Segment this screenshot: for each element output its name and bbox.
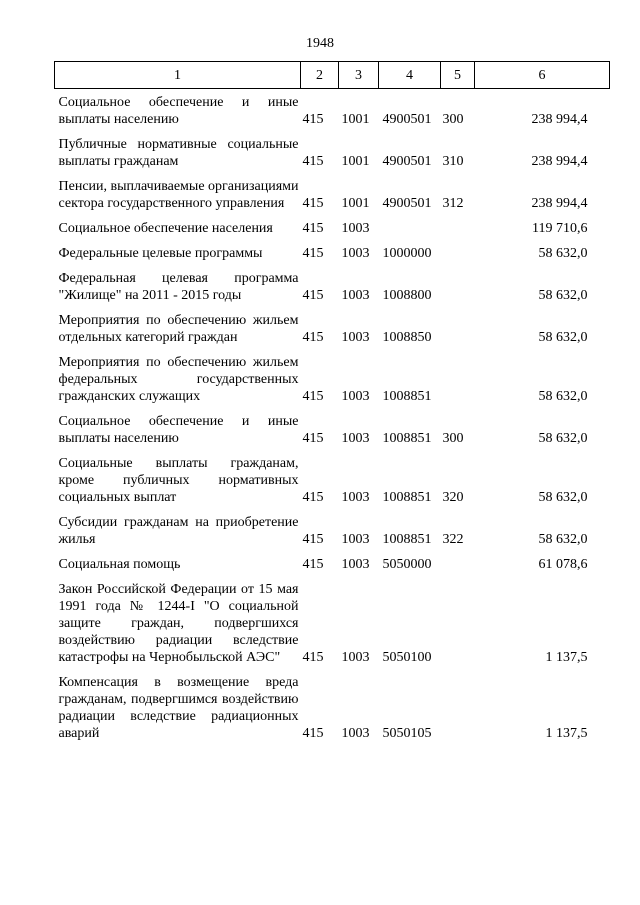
- row-target-article: 5050100: [382, 650, 432, 665]
- row-expense-type: 320: [442, 490, 464, 505]
- row-name: Социальное обеспечение и иные выплаты населению: [58, 414, 299, 446]
- row-target-article: 5050105: [382, 726, 432, 741]
- row-amount: 238 994,4: [531, 154, 588, 169]
- row-section: 1003: [341, 221, 370, 236]
- row-amount: 119 710,6: [532, 221, 588, 236]
- row-amount: 58 632,0: [538, 288, 588, 303]
- row-grbs: 415: [302, 288, 324, 303]
- column-header-grbs: 2: [301, 62, 339, 89]
- row-grbs: 415: [302, 389, 324, 404]
- row-section: 1001: [341, 154, 370, 169]
- row-grbs: 415: [302, 650, 324, 665]
- row-target-article: 5050000: [382, 557, 432, 572]
- row-target-article: 4900501: [382, 112, 432, 127]
- page-number: 1948: [306, 36, 334, 51]
- row-target-article: 1008850: [382, 330, 432, 345]
- row-grbs: 415: [302, 490, 324, 505]
- row-grbs: 415: [302, 532, 324, 547]
- row-grbs: 415: [302, 221, 324, 236]
- row-name: Социальная помощь: [58, 557, 181, 572]
- table-row: [55, 270, 610, 312]
- row-expense-type: 322: [442, 532, 464, 547]
- row-grbs: 415: [302, 246, 324, 261]
- budget-table: [54, 61, 610, 750]
- row-name: Социальное обеспечение населения: [58, 221, 273, 236]
- table-row: [55, 220, 610, 245]
- row-expense-type: [441, 312, 475, 354]
- table-header-row: [55, 62, 610, 89]
- table-row: [55, 178, 610, 220]
- table-row: [55, 89, 610, 137]
- row-section: 1003: [341, 330, 370, 345]
- row-grbs: 415: [302, 112, 324, 127]
- row-name: Субсидии гражданам на приобретение жилья: [58, 515, 299, 547]
- column-header-section: 3: [339, 62, 379, 89]
- row-amount: 58 632,0: [538, 490, 588, 505]
- row-expense-type: 310: [442, 154, 464, 169]
- row-amount: 238 994,4: [531, 196, 588, 211]
- row-expense-type: [441, 354, 475, 413]
- table-row: [55, 354, 610, 413]
- row-section: 1001: [341, 112, 370, 127]
- row-grbs: 415: [302, 330, 324, 345]
- row-name: Закон Российской Федерации от 15 мая 1991 года № 1244-I "О социальной защите граждан, подвергшихся воздействию радиации вследствие катастрофы на Чернобыльской АЭС": [58, 582, 299, 665]
- row-grbs: 415: [302, 196, 324, 211]
- row-grbs: 415: [302, 726, 324, 741]
- table-row: [55, 581, 610, 674]
- row-expense-type: 300: [442, 112, 464, 127]
- row-expense-type: [441, 220, 475, 245]
- row-name: Социальное обеспечение и иные выплаты населению: [58, 95, 299, 127]
- row-section: 1003: [341, 389, 370, 404]
- row-section: 1001: [341, 196, 370, 211]
- row-name: Мероприятия по обеспечению жильем федеральных государственных гражданских служащих: [58, 355, 299, 404]
- row-expense-type: [441, 581, 475, 674]
- row-grbs: 415: [302, 557, 324, 572]
- row-target-article: 1008851: [382, 490, 432, 505]
- row-target-article: [379, 220, 441, 245]
- row-target-article: 1008851: [382, 389, 432, 404]
- row-section: 1003: [341, 288, 370, 303]
- row-amount: 58 632,0: [538, 532, 588, 547]
- row-expense-type: [441, 556, 475, 581]
- row-section: 1003: [341, 557, 370, 572]
- row-expense-type: 300: [442, 431, 464, 446]
- table-row: [55, 245, 610, 270]
- table-row: [55, 136, 610, 178]
- row-target-article: 1008851: [382, 532, 432, 547]
- row-amount: 58 632,0: [538, 389, 588, 404]
- row-expense-type: [441, 270, 475, 312]
- row-name: Социальные выплаты гражданам, кроме публичных нормативных социальных выплат: [58, 456, 299, 505]
- row-target-article: 4900501: [382, 196, 432, 211]
- row-name: Мероприятия по обеспечению жильем отдельных категорий граждан: [58, 313, 299, 345]
- column-header-target-article: 4: [379, 62, 441, 89]
- row-amount: 1 137,5: [545, 650, 588, 665]
- row-expense-type: 312: [442, 196, 464, 211]
- table-row: [55, 455, 610, 514]
- row-grbs: 415: [302, 431, 324, 446]
- row-amount: 58 632,0: [538, 431, 588, 446]
- row-name: Пенсии, выплачиваемые организациями сектора государственного управления: [58, 179, 299, 211]
- row-amount: 58 632,0: [538, 246, 588, 261]
- table-row: [55, 514, 610, 556]
- table-row: [55, 312, 610, 354]
- row-section: 1003: [341, 532, 370, 547]
- row-target-article: 4900501: [382, 154, 432, 169]
- row-target-article: 1008800: [382, 288, 432, 303]
- column-header-expense-type: 5: [441, 62, 475, 89]
- row-name: Федеральная целевая программа "Жилище" на 2011 - 2015 годы: [58, 271, 299, 303]
- row-amount: 1 137,5: [545, 726, 588, 741]
- table-row: [55, 413, 610, 455]
- column-header-amount: 6: [475, 62, 610, 89]
- row-section: 1003: [341, 246, 370, 261]
- row-amount: 58 632,0: [538, 330, 588, 345]
- row-grbs: 415: [302, 154, 324, 169]
- row-name: Компенсация в возмещение вреда гражданам, подвергшимся воздействию радиации вследствие радиационных аварий: [58, 675, 299, 741]
- row-section: 1003: [341, 431, 370, 446]
- row-amount: 238 994,4: [531, 112, 588, 127]
- row-target-article: 1000000: [382, 246, 432, 261]
- row-expense-type: [441, 674, 475, 750]
- row-section: 1003: [341, 490, 370, 505]
- row-name: Федеральные целевые программы: [58, 246, 263, 261]
- row-expense-type: [441, 245, 475, 270]
- row-amount: 61 078,6: [538, 557, 588, 572]
- row-section: 1003: [341, 650, 370, 665]
- table-row: [55, 556, 610, 581]
- row-name: Публичные нормативные социальные выплаты гражданам: [58, 137, 299, 169]
- table-row: [55, 674, 610, 750]
- row-section: 1003: [341, 726, 370, 741]
- column-header-name: 1: [55, 62, 301, 89]
- row-target-article: 1008851: [382, 431, 432, 446]
